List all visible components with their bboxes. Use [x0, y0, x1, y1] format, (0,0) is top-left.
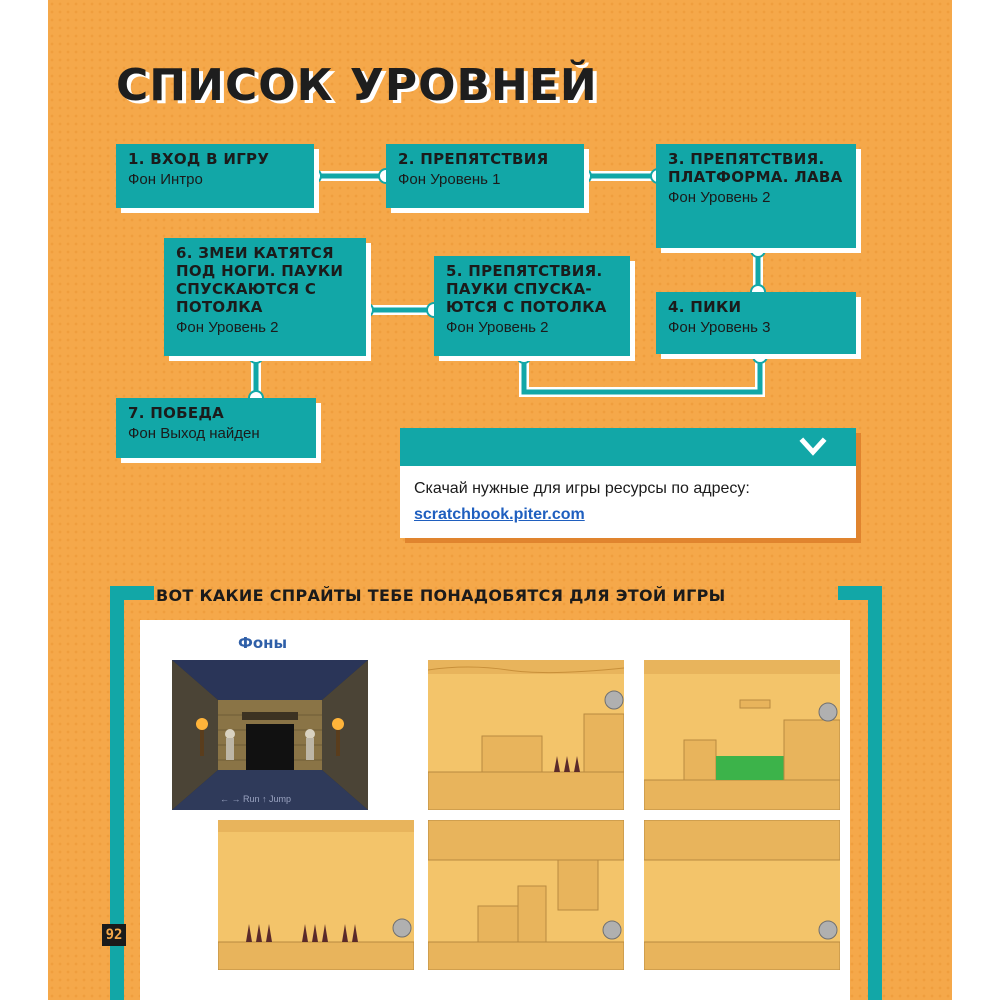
level-background: Фон Уровень 2: [446, 319, 549, 336]
level-heading: 4. ПИКИ: [668, 298, 742, 316]
level2b-scene-image: [428, 820, 624, 970]
level-heading: 1. ВХОД В ИГРУ: [128, 150, 270, 168]
intro-scene-image: [172, 660, 368, 810]
level-heading: 5. ПРЕПЯТСТВИЯ. ПАУКИ СПУСКА-ЮТСЯ С ПОТОЛКА: [446, 262, 607, 316]
background-level2b-thumb[interactable]: [428, 820, 624, 970]
level1-scene-image: [428, 660, 624, 810]
level-7-box: [116, 398, 316, 458]
page: [48, 0, 952, 1000]
level-background: Фон Уровень 2: [668, 189, 771, 206]
background-level2-thumb[interactable]: [644, 660, 840, 810]
download-header-bar: [400, 428, 856, 466]
level-5-box: [434, 256, 630, 356]
level-background: Фон Уровень 2: [176, 319, 279, 336]
level-heading: 2. ПРЕПЯТСТВИЯ: [398, 150, 549, 168]
page-title: СПИСОК УРОВНЕЙ: [116, 60, 598, 111]
sprites-section-title: ВОТ КАКИЕ СПРАЙТЫ ТЕБЕ ПОНАДОБЯТСЯ ДЛЯ ЭТОЙ ИГРЫ: [156, 586, 726, 605]
chevron-down-icon[interactable]: [798, 432, 828, 462]
exit-scene-image: [644, 820, 840, 970]
frame-right: [868, 586, 882, 1000]
background-exit-thumb[interactable]: [644, 820, 840, 970]
download-link[interactable]: scratchbook.piter.com: [414, 506, 585, 523]
level-background: Фон Уровень 3: [668, 319, 771, 336]
frame-top-left: [110, 586, 154, 600]
level-background: Фон Уровень 1: [398, 171, 501, 188]
level-6-box: [164, 238, 366, 356]
level-heading: 7. ПОБЕДА: [128, 404, 225, 422]
background-level3-thumb[interactable]: [218, 820, 414, 970]
level-2-box: [386, 144, 584, 208]
download-text: Скачай нужные для игры ресурсы по адресу:: [414, 480, 750, 497]
level-1-box: [116, 144, 314, 208]
level-4-box: [656, 292, 856, 354]
level-background: Фон Выход найден: [128, 425, 260, 442]
background-level1-thumb[interactable]: [428, 660, 624, 810]
intro-caption: ← → Run ↑ Jump: [220, 794, 292, 804]
level2-scene-image: [644, 660, 840, 810]
backgrounds-panel: [140, 620, 850, 1000]
page-number: 92: [102, 924, 126, 946]
level-3-box: [656, 144, 856, 248]
level-background: Фон Интро: [128, 171, 203, 188]
level-heading: 6. ЗМЕИ КАТЯТСЯ ПОД НОГИ. ПАУКИ СПУСКАЮТСЯ С ПОТОЛКА: [176, 244, 344, 316]
background-intro-thumb[interactable]: [172, 660, 368, 810]
download-callout: [400, 428, 856, 538]
level-heading: 3. ПРЕПЯТСТВИЯ. ПЛАТФОРМА. ЛАВА: [668, 150, 843, 186]
backgrounds-label: Фоны: [238, 634, 288, 652]
level3-scene-image: [218, 820, 414, 970]
